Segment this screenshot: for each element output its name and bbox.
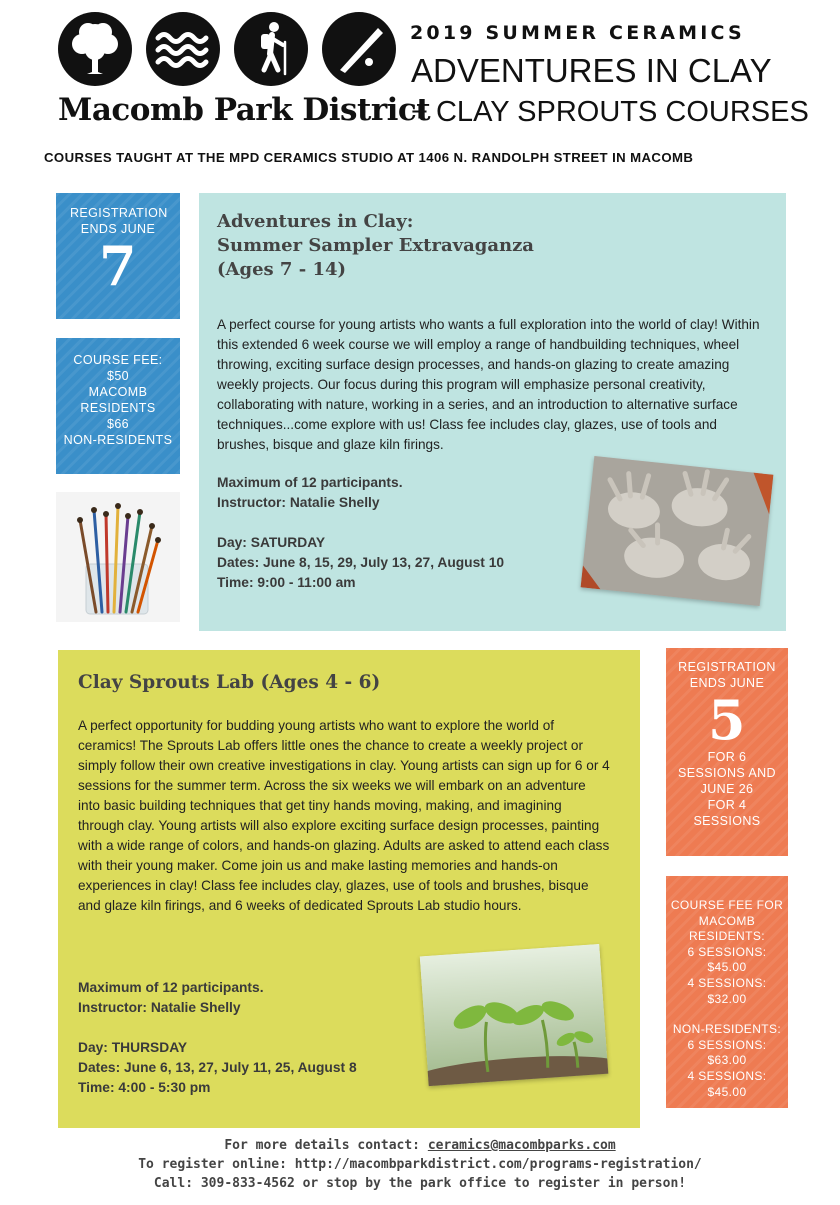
course-title-line: Adventures in Clay: <box>217 211 414 232</box>
year-heading: 2019 SUMMER CERAMICS <box>410 22 745 44</box>
fee-line: COURSE FEE FOR <box>670 898 784 912</box>
fee-line: COURSE FEE: <box>73 353 163 367</box>
studio-location: COURSES TAUGHT AT THE MPD CERAMICS STUDIO AT 1406 N. RANDOLPH STREET IN MACOMB <box>44 150 694 165</box>
sub-heading: + CLAY SPROUTS COURSES <box>411 96 809 128</box>
park-district-brand: Macomb Park District <box>58 92 431 128</box>
course-day: Day: SATURDAY <box>217 535 326 550</box>
registration-day: 7 <box>99 234 137 298</box>
adventures-registration-box <box>56 193 180 319</box>
registration-note-line: FOR 6 <box>707 750 747 764</box>
registration-label: REGISTRATION ENDS JUNE <box>678 660 776 690</box>
paint-brushes-photo <box>56 492 180 622</box>
contact-label: For more details contact: <box>224 1138 420 1153</box>
fee-line: $45.00 <box>707 960 747 975</box>
register-online-line[interactable]: To register online: http://macombparkdistrict.com/programs-registration/ <box>138 1157 702 1172</box>
clay-hands-photo <box>581 456 774 606</box>
max-participants: Maximum of 12 participants. <box>217 475 403 490</box>
registration-note-line: FOR 4 <box>707 798 747 812</box>
registration-note-line: SESSIONS AND <box>678 766 776 780</box>
registration-note-line: JUNE 26 <box>700 782 754 796</box>
course-title <box>217 210 777 282</box>
course-title: Clay Sprouts Lab (Ages 4 - 6) <box>78 672 381 693</box>
baseball-bat-icon <box>322 12 396 86</box>
main-heading: ADVENTURES IN CLAY <box>411 52 772 89</box>
course-description: A perfect course for young artists who wants a full exploration into the world of clay! Within this extended 6 week course we will employ a range of handbuilding techniques, wheel throwing, exciting surface design processes, and hands-on glazing to create amazing weekly projects. Our focus during this program will emphasize personal creativity, collaborating with nature, working in a series, and an introduction to alternative surface techniques...come explore with us! Class fee includes clay, glazes, use of tools and brushes, bisque and glaze kiln firings. <box>217 317 760 452</box>
seedling-sprouts-photo <box>420 944 609 1086</box>
course-dates: Dates: June 6, 13, 27, July 11, 25, August 8 <box>78 1060 357 1075</box>
fee-line: NON-RESIDENTS <box>63 433 173 447</box>
fee-line: 4 SESSIONS: <box>687 1068 767 1083</box>
fee-line: 6 SESSIONS: <box>687 1037 767 1052</box>
fee-line: $45.00 <box>707 1084 747 1099</box>
sprouts-registration-box <box>666 648 788 856</box>
course-details <box>217 473 587 593</box>
registration-day: 5 <box>708 688 746 752</box>
hiker-icon <box>234 12 308 86</box>
adventures-fee-box <box>56 338 180 474</box>
course-time: Time: 4:00 - 5:30 pm <box>78 1080 211 1095</box>
registration-note-line: SESSIONS <box>693 814 761 828</box>
fee-line: MACOMB <box>88 385 148 399</box>
contact-line <box>0 1136 840 1155</box>
instructor: Instructor: Natalie Shelly <box>78 1000 241 1015</box>
tree-icon <box>58 12 132 86</box>
course-time: Time: 9:00 - 11:00 am <box>217 575 356 590</box>
registration-label: REGISTRATION ENDS JUNE <box>70 206 168 236</box>
footer-contact <box>0 1136 840 1193</box>
fee-line: MACOMB <box>698 913 756 928</box>
adventures-course-panel <box>199 193 786 631</box>
course-title-line: (Ages 7 - 14) <box>217 259 347 280</box>
course-day: Day: THURSDAY <box>78 1040 188 1055</box>
fee-line: $63.00 <box>707 1053 747 1068</box>
course-details <box>78 978 428 1098</box>
call-line: Call: 309-833-4562 or stop by the park office to register in person! <box>153 1176 687 1191</box>
fee-line: $50 <box>106 369 130 383</box>
contact-email-link[interactable]: ceramics@macombparks.com <box>427 1138 616 1153</box>
course-dates: Dates: June 8, 15, 29, July 13, 27, August 10 <box>217 555 505 570</box>
water-waves-icon <box>146 12 220 86</box>
instructor: Instructor: Natalie Shelly <box>217 495 380 510</box>
fee-line: $32.00 <box>707 991 747 1006</box>
fee-line: NON-RESIDENTS: <box>672 1022 782 1037</box>
fee-line: 6 SESSIONS: <box>687 944 767 959</box>
max-participants: Maximum of 12 participants. <box>78 980 264 995</box>
fee-line: 4 SESSIONS: <box>687 975 767 990</box>
sprouts-fee-box <box>666 876 788 1108</box>
fee-line: RESIDENTS <box>80 401 156 415</box>
sprouts-course-panel <box>58 650 640 1128</box>
course-description: A perfect opportunity for budding young artists who want to explore the world of ceramics! The Sprouts Lab offers little ones the chance to create a weekly project or simply follow their own creative investigations in clay. Young artists can sign up for 6 or 4 sessions for the summer term. Across the six weeks we will embark on an adventure into basic building techniques that get tiny hands moving, making, and imagining through clay. Young artists will also explore exciting surface design processes, painting with a wide range of colors, and hands-on glazing. Adults are asked to attend each class with their young maker. Come join us and make lasting memories and hands-on experiences in clay! Class fee includes clay, glazes, use of tools and brushes, bisque and glaze kiln firings, and 6 weeks of dedicated Sprouts Lab studio hours. <box>78 718 610 913</box>
fee-line: RESIDENTS: <box>688 929 765 944</box>
course-title-line: Summer Sampler Extravaganza <box>217 235 534 256</box>
fee-line: $66 <box>106 417 130 431</box>
